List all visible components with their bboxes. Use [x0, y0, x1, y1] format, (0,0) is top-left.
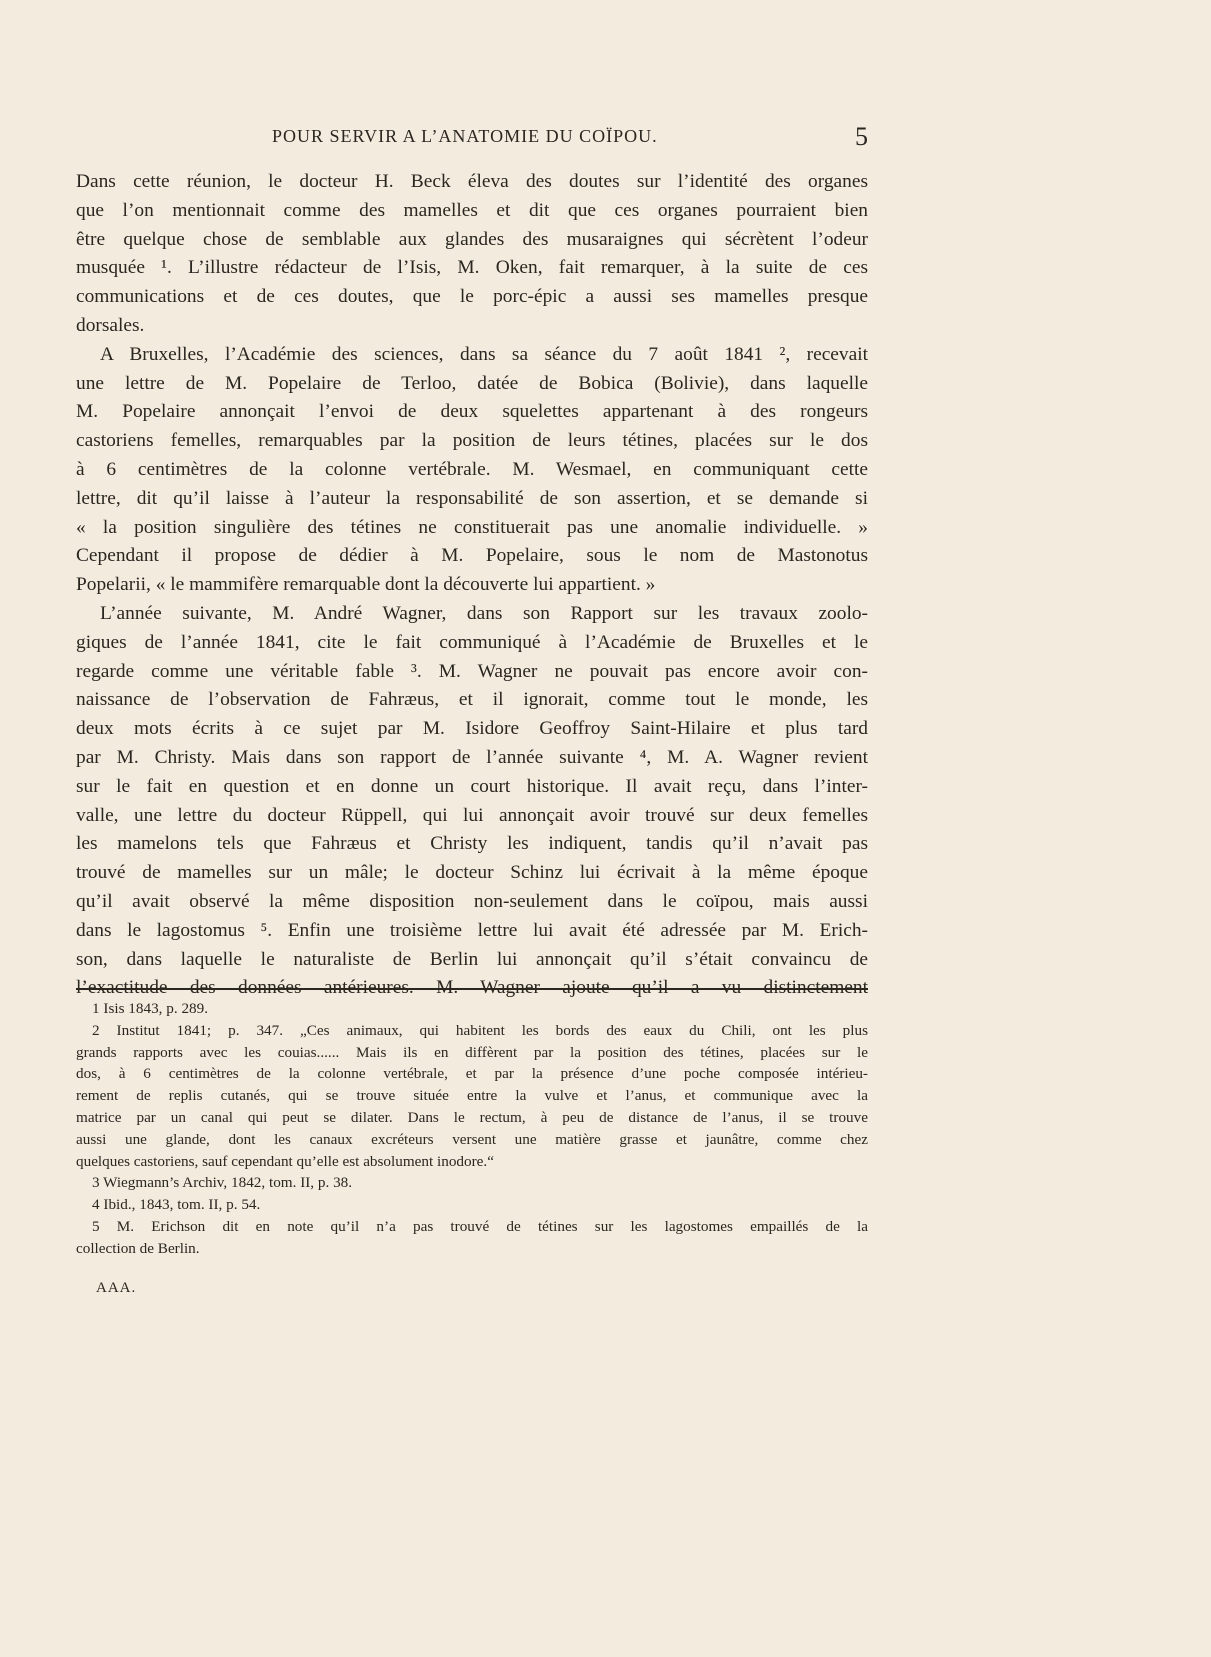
text-line: deux mots écrits à ce sujet par M. Isidore Geoffroy Saint-Hilaire et plus tard [76, 718, 868, 740]
text-line: être quelque chose de semblable aux glandes des musaraignes qui sécrètent l’odeur [76, 228, 868, 250]
footnote-line: aussi une glande, dont les canaux excréteurs versent une matière grasse et jaunâtre, comme chez [76, 1130, 868, 1148]
text-line: à 6 centimètres de la colonne vertébrale. M. Wesmael, en communiquant cette [76, 458, 868, 480]
text-line: naissance de l’observation de Fahræus, et il ignorait, comme tout le monde, les [76, 689, 868, 711]
text-line: qu’il avait observé la même disposition non-seulement dans le coïpou, mais aussi [76, 890, 868, 912]
text-line: giques de l’année 1841, cite le fait communiqué à l’Académie de Bruxelles et le [76, 631, 868, 653]
footnote-line: 2 Institut 1841; p. 347. „Ces animaux, qui habitent les bords des eaux du Chili, ont les plus [92, 1021, 868, 1039]
running-title: POUR SERVIR A L’ANATOMIE DU COÏPOU. [272, 126, 658, 146]
footnote-line: grands rapports avec les couias...... Mais ils en diffèrent par la position des tétines, placées sur le [76, 1043, 868, 1061]
text-line: M. Popelaire annonçait l’envoi de deux squelettes appartenant à des rongeurs [76, 401, 868, 423]
footnote-divider [76, 988, 868, 990]
text-line: A Bruxelles, l’Académie des sciences, dans sa séance du 7 août 1841 ², recevait [100, 343, 868, 365]
text-line: sur le fait en question et en donne un court historique. Il avait reçu, dans l’inter- [76, 775, 868, 797]
text-line: Dans cette réunion, le docteur H. Beck éleva des doutes sur l’identité des organes [76, 171, 868, 192]
text-line: les mamelons tels que Fahræus et Christy les indiquent, tandis qu’il n’avait pas [76, 833, 868, 855]
text-line: par M. Christy. Mais dans son rapport de l’année suivante ⁴, M. A. Wagner revient [76, 746, 868, 768]
footnote-line: 4 Ibid., 1843, tom. II, p. 54. [92, 1196, 261, 1214]
text-line: dans le lagostomus ⁵. Enfin une troisième lettre lui avait été adressée par M. Erich- [76, 919, 868, 941]
text-line: trouvé de mamelles sur un mâle; le docteur Schinz lui écrivait à la même époque [76, 862, 868, 884]
footnotes [76, 998, 868, 1260]
footnote-line: collection de Berlin. [76, 1239, 200, 1257]
page-number: 5 [855, 122, 868, 151]
text-line: regarde comme une véritable fable ³. M. Wagner ne pouvait pas encore avoir con- [76, 660, 868, 682]
text-line: castoriens femelles, remarquables par la position de leurs tétines, placées sur le dos [76, 430, 868, 452]
footnote-line: quelques castoriens, sauf cependant qu’elle est absolument inodore.“ [76, 1152, 494, 1170]
text-line: musquée ¹. L’illustre rédacteur de l’Isis, M. Oken, fait remarquer, à la suite de ces [76, 257, 868, 279]
text-line: lettre, dit qu’il laisse à l’auteur la responsabilité de son assertion, et se demande si [76, 487, 868, 509]
footnote-line: matrice par un canal qui peut se dilater. Dans le rectum, à peu de distance de l’anus, il se trouve [76, 1108, 868, 1126]
text-line: « la position singulière des tétines ne constituerait pas une anomalie individuelle. » [76, 516, 868, 538]
text-line: que l’on mentionnait comme des mamelles et dit que ces organes pourraient bien [76, 199, 868, 221]
text-line: valle, une lettre du docteur Rüppell, qui lui annonçait avoir trouvé sur deux femelles [76, 804, 868, 826]
signature-mark: AAA. [96, 1280, 137, 1296]
footnote-line: rement de replis cutanés, qui se trouve située entre la vulve et l’anus, et communique avec la [76, 1087, 868, 1105]
text-line: l’exactitude des données antérieures. M. Wagner ajoute qu’il a vu distinctement [76, 977, 868, 999]
text-line: une lettre de M. Popelaire de Terloo, datée de Bobica (Bolivie), dans laquelle [76, 372, 868, 394]
text-line: dorsales. [76, 314, 145, 336]
text-line: Cependant il propose de dédier à M. Popelaire, sous le nom de Mastonotus [76, 545, 868, 567]
footnote-line: 5 M. Erichson dit en note qu’il n’a pas trouvé de tétines sur les lagostomes empaillés de la [92, 1217, 868, 1235]
page-header [76, 122, 868, 156]
main-text [76, 168, 868, 1003]
footnote-line: dos, à 6 centimètres de la colonne vertébrale, et par la présence d’une poche composée intérieu- [76, 1065, 868, 1083]
text-line: Popelarii, « le mammifère remarquable dont la découverte lui appartient. » [76, 574, 656, 596]
text-line: son, dans laquelle le naturaliste de Berlin lui annonçait qu’il s’était convaincu de [76, 948, 868, 970]
text-line: communications et de ces doutes, que le porc-épic a aussi ses mamelles presque [76, 286, 868, 308]
footnote-line: 1 Isis 1843, p. 289. [92, 1000, 209, 1017]
text-line: L’année suivante, M. André Wagner, dans son Rapport sur les travaux zoolo- [100, 602, 868, 624]
footnote-line: 3 Wiegmann’s Archiv, 1842, tom. II, p. 38. [92, 1174, 353, 1192]
